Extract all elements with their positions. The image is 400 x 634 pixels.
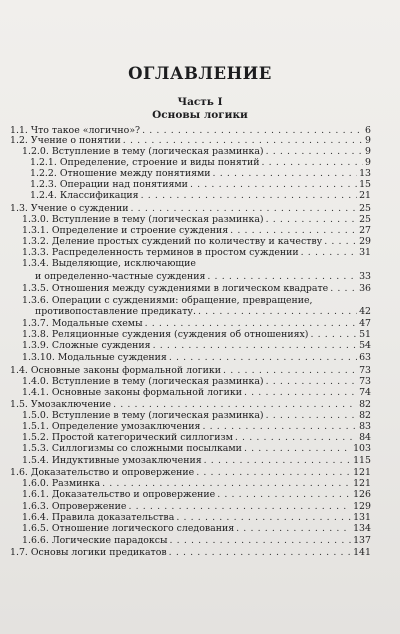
toc-entry-page: 15 [359,179,371,190]
toc-entry [22,534,371,546]
toc-entry-page: 115 [353,455,371,466]
toc-leader-dots [153,340,357,351]
toc-entry-page: 9 [365,135,371,146]
toc-entry-title: и определенно-частные суждения [35,271,206,282]
toc-entry-page: 36 [359,283,371,294]
toc-entry-title: 1.3.10. Модальные суждения [22,352,167,363]
toc-entry-title: 1.4.1. Основные законы формальной логики [22,387,242,398]
toc-entry-title: 1.4.0. Вступление в тему (логическая разминка) [22,376,264,387]
toc-leader-dots [217,489,351,500]
toc-entry-page: 42 [359,306,371,317]
toc-entry-page: 121 [353,478,371,489]
toc-entry-title: 1.6. Доказательство и опровержение [10,467,195,478]
toc-leader-dots [170,535,352,546]
toc-entry-page: 9 [365,146,371,157]
toc-entry [22,522,371,534]
toc-entry-title: 1.6.6. Логические парадоксы [22,535,168,546]
toc-entry-title: 1.5.3. Силлогизмы со сложными посылками [22,443,242,454]
toc-entry-title: 1.3.8. Реляционные суждения (суждения об отношениях) [22,329,309,340]
toc-entry-page: 137 [353,535,371,546]
toc-entry-title: 1.5.2. Простой категорический силлогизм [22,432,233,443]
toc-entry-page: 126 [353,489,371,500]
toc-entry-title: 1.3.3. Распределенность терминов в простом суждении [22,247,299,258]
toc-entry [22,386,371,398]
toc-entry-title: 1.7. Основы логики предикатов [10,547,167,558]
toc-entry-page: 82 [359,399,371,410]
toc-entry-title: 1.2.4. Классификация [30,190,139,201]
toc-entry-page: 73 [359,376,371,387]
toc-entry-title: 1.1. Что такое «логично»? [10,125,141,136]
toc-entry-title: 1.3.5. Отношения между суждениями в логическом квадрате [22,283,329,294]
toc-entry-title: 1.4. Основные законы формальной логики [10,365,222,376]
toc-entry-page: 21 [359,190,371,201]
toc-entry-title: 1.2.1. Определение, строение и виды понятий [30,157,260,168]
toc-entry [22,282,371,294]
toc-entry-title: 1.6.4. Правила доказательства [22,512,175,523]
toc-leader-dots [169,352,357,363]
toc-entry-page: 54 [359,340,371,351]
toc-entry-title: 1.2.2. Отношение между понятиями [30,168,211,179]
toc-entry-page: 84 [359,432,371,443]
toc-entry-page: 29 [359,236,371,247]
toc-entry-page: 103 [353,443,371,454]
toc-entry-title: 1.3.0. Вступление в тему (логическая разминка) [22,214,264,225]
toc-leader-dots [204,455,351,466]
toc-entry [35,270,371,282]
toc-entry-page: 134 [353,523,371,534]
toc-entry-title: 1.2. Учение о понятии [10,135,121,146]
toc-entry-title: 1.3.1. Определение и строение суждения [22,225,229,236]
toc-entry-page: 74 [359,387,371,398]
toc-leader-dots [236,523,351,534]
toc-entry-title: 1.2.3. Операции над понятиями [30,179,188,190]
toc-entry-page: 131 [353,512,371,523]
toc-entry-page: 47 [359,318,371,329]
toc-entry-page: 25 [359,214,371,225]
toc-entry-title: 1.3.9. Сложные суждения [22,340,151,351]
toc-entry-title: 1.3. Учение о суждении [10,203,129,214]
toc-entry-title: 1.5.1. Определение умозаключения [22,421,201,432]
toc-entry-page: 31 [359,247,371,258]
toc-entry-title: 1.3.4. Выделяющие, исключающие [22,258,196,269]
toc-entry-page: 129 [353,501,371,512]
toc-leader-dots [244,387,357,398]
part-subtitle: Основы логики [152,109,248,121]
toc-entry-title: 1.6.0. Разминка [22,478,101,489]
toc-leader-dots [198,306,357,317]
toc-entry-title: 1.5.0. Вступление в тему (логическая разминка) [22,410,264,421]
toc-heading: ОГЛАВЛЕНИЕ [128,64,272,83]
toc-entry [22,351,371,363]
toc-entry-page: 121 [353,467,371,478]
toc-entry-page: 25 [359,203,371,214]
toc-entry-page: 33 [359,271,371,282]
toc-entry-title: 1.6.1. Доказательство и опровержение [22,489,216,500]
toc-entry-title: 1.3.7. Модальные схемы [22,318,143,329]
toc-entry [22,454,371,466]
toc-leader-dots [207,271,357,282]
toc-leader-dots [141,190,357,201]
toc-entry [10,546,371,558]
toc-entry-page: 141 [353,547,371,558]
toc-entry-title: 1.5. Умозаключение [10,399,112,410]
toc-entry-page: 13 [359,168,371,179]
toc-entry-title: 1.5.4. Индуктивные умозаключения [22,455,202,466]
toc-entry-page: 51 [359,329,371,340]
toc-entry [35,305,371,317]
toc-entry-page: 27 [359,225,371,236]
toc-entry-title: 1.6.5. Отношение логического следования [22,523,235,534]
toc-entry-page: 9 [365,157,371,168]
toc-entry-page: 83 [359,421,371,432]
toc-entry-title: противопоставление предикату. [35,306,196,317]
toc-entry [30,189,371,201]
toc-leader-dots [169,547,351,558]
toc-entry-page: 6 [365,125,371,136]
toc-leader-dots [330,283,357,294]
toc-entry-title: 1.2.0. Вступление в тему (логическая разминка) [22,146,264,157]
part-title: Часть I [177,96,223,108]
toc-entry [22,442,371,454]
toc-entry-page: 63 [359,352,371,363]
toc-entry-title: 1.3.2. Деление простых суждений по количеству и качеству [22,236,323,247]
toc-entry-title: 1.3.6. Операции с суждениями: обращение, превращение, [22,295,313,306]
toc-entry-title: 1.6.3. Опровержение [22,501,127,512]
toc-entry-page: 73 [359,365,371,376]
toc-leader-dots [244,443,351,454]
toc-entry [22,488,371,500]
toc-entry [22,257,371,269]
toc-entry [22,339,371,351]
toc-entry-page: 82 [359,410,371,421]
